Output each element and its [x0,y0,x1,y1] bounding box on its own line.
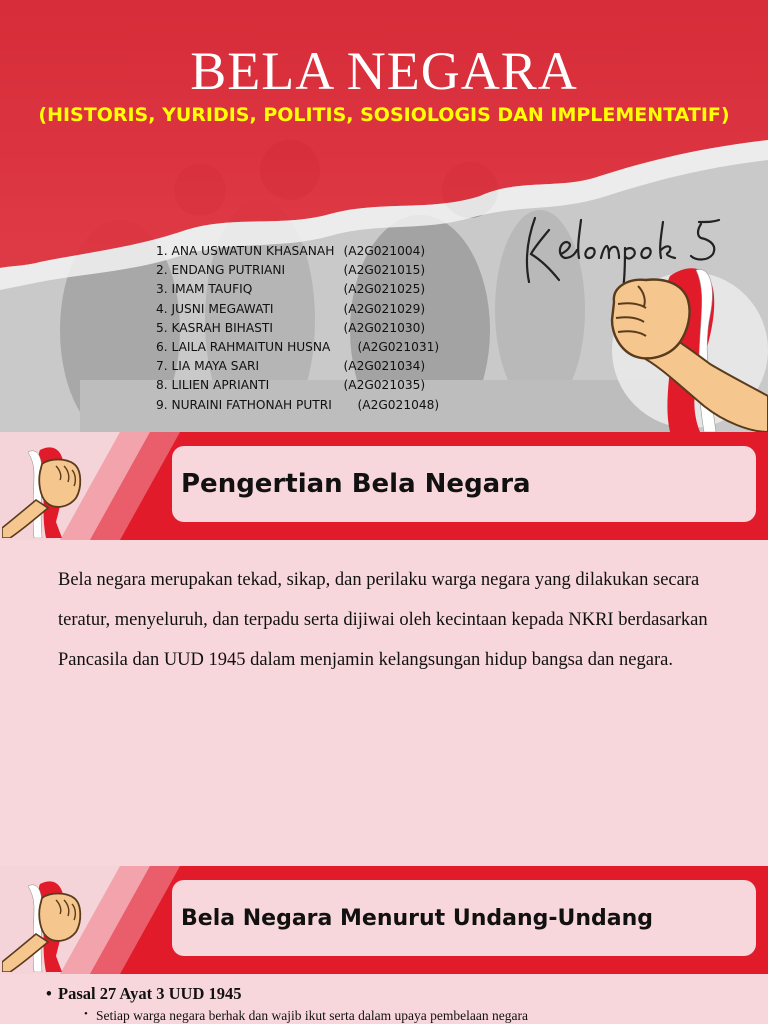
raised-fist-flag-icon [600,256,768,432]
cover-slide [0,0,768,432]
page-subtitle: (HISTORIS, YURIDIS, POLITIS, SOSIOLOGIS DAN IMPLEMENTATIF) [38,104,730,126]
member-item: 4. JUSNI MEGAWATI (A2G021029) [156,301,426,316]
member-item: 5. KASRAH BIHASTI (A2G021030) [156,320,426,335]
definition-slide [0,432,768,866]
raised-fist-icon [2,442,90,538]
section-title: Pengertian Bela Negara [181,469,531,499]
page-title: BELA NEGARA [190,41,578,101]
member-item: 2. ENDANG PUTRIANI (A2G021015) [156,263,426,278]
section-header [172,880,756,956]
raised-fist-icon [2,876,90,972]
member-item: 6. LAILA RAHMAITUN HUSNA (A2G021031) [156,340,440,355]
section-title: Bela Negara Menurut Undang-Undang [181,905,654,931]
member-item: 7. LIA MAYA SARI (A2G021034) [156,359,426,374]
member-list [156,242,439,415]
bullet-point: • Pasal 27 Ayat 3 UUD 1945 [58,984,241,1004]
law-slide [0,866,768,1024]
section-header [172,446,756,522]
member-item: 1. ANA USWATUN KHASANAH (A2G021004) [156,244,426,258]
member-item: 8. LILIEN APRIANTI (A2G021035) [156,378,426,393]
definition-paragraph: Bela negara merupakan tekad, sikap, dan perilaku warga negara yang dilakukan secara teratur, menyeluruh, dan terpadu serta dijiwai oleh kecintaan kepada NKRI berdasarkan Pancasila dan UUD 1945 dalam menjamin kelangsungan hidup bangsa dan negara. [58,570,708,670]
member-item: 9. NURAINI FATHONAH PUTRI (A2G021048) [156,397,440,412]
member-item: 3. IMAM TAUFIQ (A2G021025) [156,282,426,297]
sub-bullet-point: • Setiap warga negara berhak dan wajib ikut serta dalam upaya pembelaan negara [96,1008,528,1024]
